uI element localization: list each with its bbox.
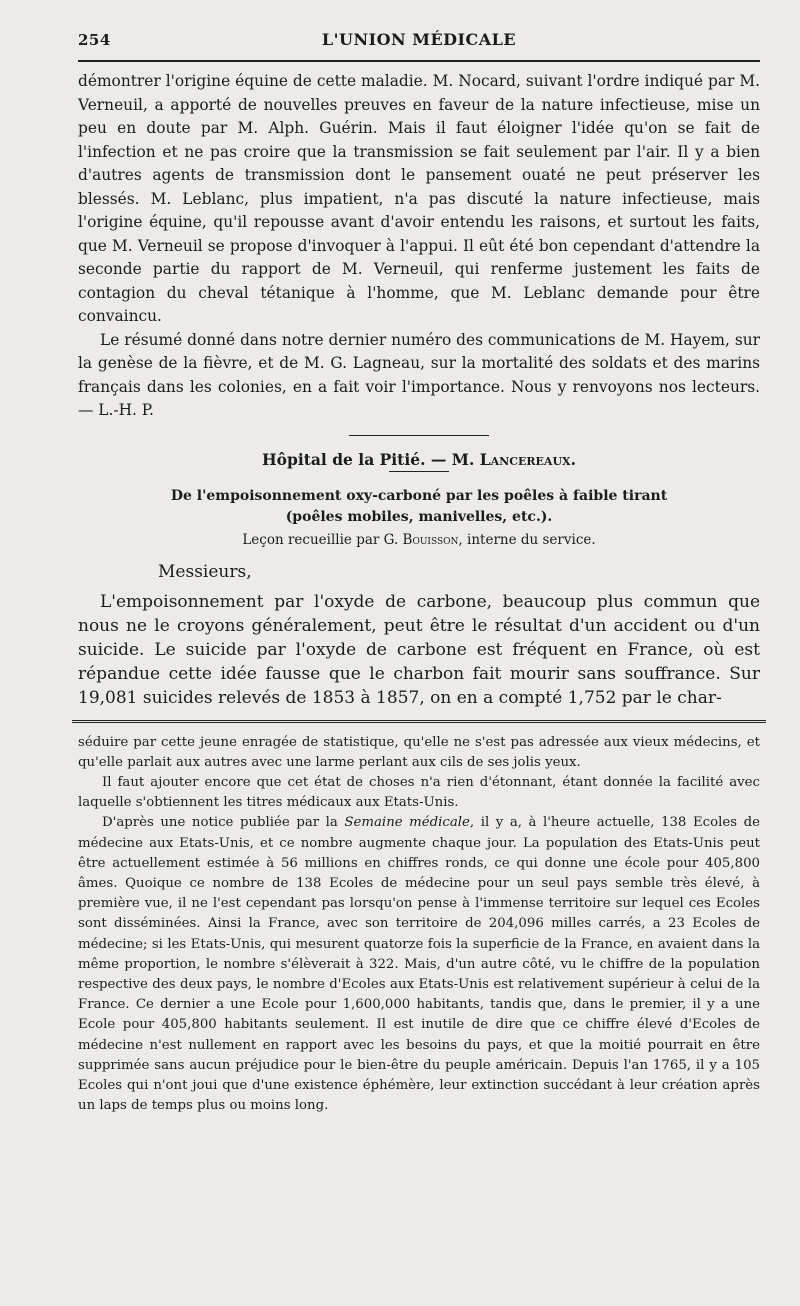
section-divider [349, 435, 489, 436]
journal-title: L'UNION MÉDICALE [321, 30, 517, 49]
lecture-title-line-2: (poêles mobiles, manivelles, etc.). [285, 508, 553, 525]
lecture-note [78, 532, 760, 548]
lecture-note-suffix: interne du service. [467, 531, 596, 548]
lecture-note-prefix: Leçon recueillie par G. [242, 531, 399, 548]
salutation: Messieurs, [158, 561, 252, 582]
lecture-title-line-1: De l'empoisonnement oxy-carboné par les poêles à faible tirant [170, 487, 668, 504]
intro-paragraph-2: Le résumé donné dans notre dernier numéro des communications de M. Hayem, sur la genèse de la fièvre, et de M. G. Lagneau, sur la mortalité des soldats et des marins français dans les colonies, en a fait voir l'importance. Nous y renvoyons nos lecteurs. — L.-H. P. [78, 330, 760, 419]
page-number: 254 [78, 31, 111, 49]
footnote-paragraph-2: Il faut ajouter encore que cet état de choses n'a rien d'étonnant, étant donnée la facilité avec laquelle s'obtiennent les titres médicaux aux Etats-Unis. [78, 774, 760, 811]
footnote-paragraph-3-rest: , il y a, à l'heure actuelle, 138 Ecoles de médecine aux Etats-Unis, et ce nombre augmente chaque jour. La population des Etats-Unis peut être actuellement estimée à 56 millions en chiffres ronds, ce qui donne une école pour 405,800 âmes. Quoique ce nombre de 138 Ecoles de médecine pour un seul pays semble très élevé, à première vue, il ne l'est cependant pas lorsqu'on pense à l'immense territoire sur lequel ces Ecoles sont disséminées. Ainsi la France, avec son territoire de 204,096 milles carrés, a 23 Ecoles de médecine; si les Etats-Unis, qui mesurent quatorze fois la superficie de la France, en avaient dans la même proportion, le nombre s'élèverait à 322. Mais, d'un autre côté, vu le chiffre de la population respective des deux pays, le nombre d'Ecoles aux Etats-Unis est relativement supérieur à celui de la France. Ce dernier a une Ecole pour 1,600,000 habitants, tandis que, dans le premier, il y a une Ecole pour 405,800 habitants seulement. Il est inutile de dire que ce chiffre élevé d'Ecoles de médecine n'est nullement en rapport avec les besoins du pays, et que la moitié pourrait en être supprimée sans aucun préjudice pour le bien-être du peuple américain. Depuis l'an 1765, il y a 105 Ecoles qui n'ont joui que d'une existence éphémère, leur extinction succédant à leur création après un laps de temps plus ou moins long. [78, 815, 760, 1114]
footnotes [78, 733, 760, 1117]
header-rule [78, 60, 760, 62]
page-header [78, 30, 760, 54]
hospital-name: Hôpital de la Pitié. [262, 449, 426, 469]
section-heading [78, 450, 760, 469]
lecture-note-name: Bouisson, [402, 531, 463, 548]
intro-text [78, 70, 760, 423]
footnote-paragraph-3-prefix: D'après une notice publiée par la [102, 815, 338, 831]
intro-paragraph-1: démontrer l'origine équine de cette maladie. M. Nocard, suivant l'ordre indiqué par M. Verneuil, a apporté de nouvelles preuves en faveur de la nature infectieuse, mise un peu en doute par M. Alph. Guérin. Mais il faut éloigner l'idée qu'on se fait de l'infection et ne pas croire que la transmission se fait seulement par l'air. Il y a bien d'autres agents de transmission dont le pansement ouaté ne peut préserver les blessés. M. Leblanc, plus impatient, n'a pas discuté la nature infectieuse, mais l'origine équine, qu'il repousse avant d'avoir entendu les raisons, et surtout les faits, que M. Verneuil se propose d'invoquer à l'appui. Il eût été bon cependant d'attendre la seconde partie du rapport de M. Verneuil, qui renferme justement les faits de contagion du cheval tétanique à l'homme, que M. Leblanc demande pour être convaincu. [78, 72, 760, 325]
heading-divider [389, 471, 449, 472]
lecture-title [78, 486, 760, 528]
footnote-separator [72, 720, 766, 725]
main-paragraph-1: L'empoisonnement par l'oxyde de carbone, beaucoup plus commun que nous ne le croyons généralement, peut être le résultat d'un accident ou d'un suicide. Le suicide par l'oxyde de carbone est fréquent en France, où est répandue cette idée fausse que le charbon fait mourir sans souffrance. Sur 19,081 suicides relevés de 1853 à 1857, on en a compté 1,752 par le char- [78, 591, 760, 708]
semaine-medicale-title: Semaine médicale [344, 815, 470, 831]
doctor-name: — M. Lancereaux. [430, 449, 576, 469]
footnote-paragraph-3 [78, 813, 760, 1116]
footnote-paragraph-1: séduire par cette jeune enragée de statistique, qu'elle ne s'est pas adressée aux vieux médecins, et qu'elle parlait aux autres avec une larme perlant aux cils de ses jolis yeux. [78, 734, 760, 770]
main-text [78, 590, 760, 710]
